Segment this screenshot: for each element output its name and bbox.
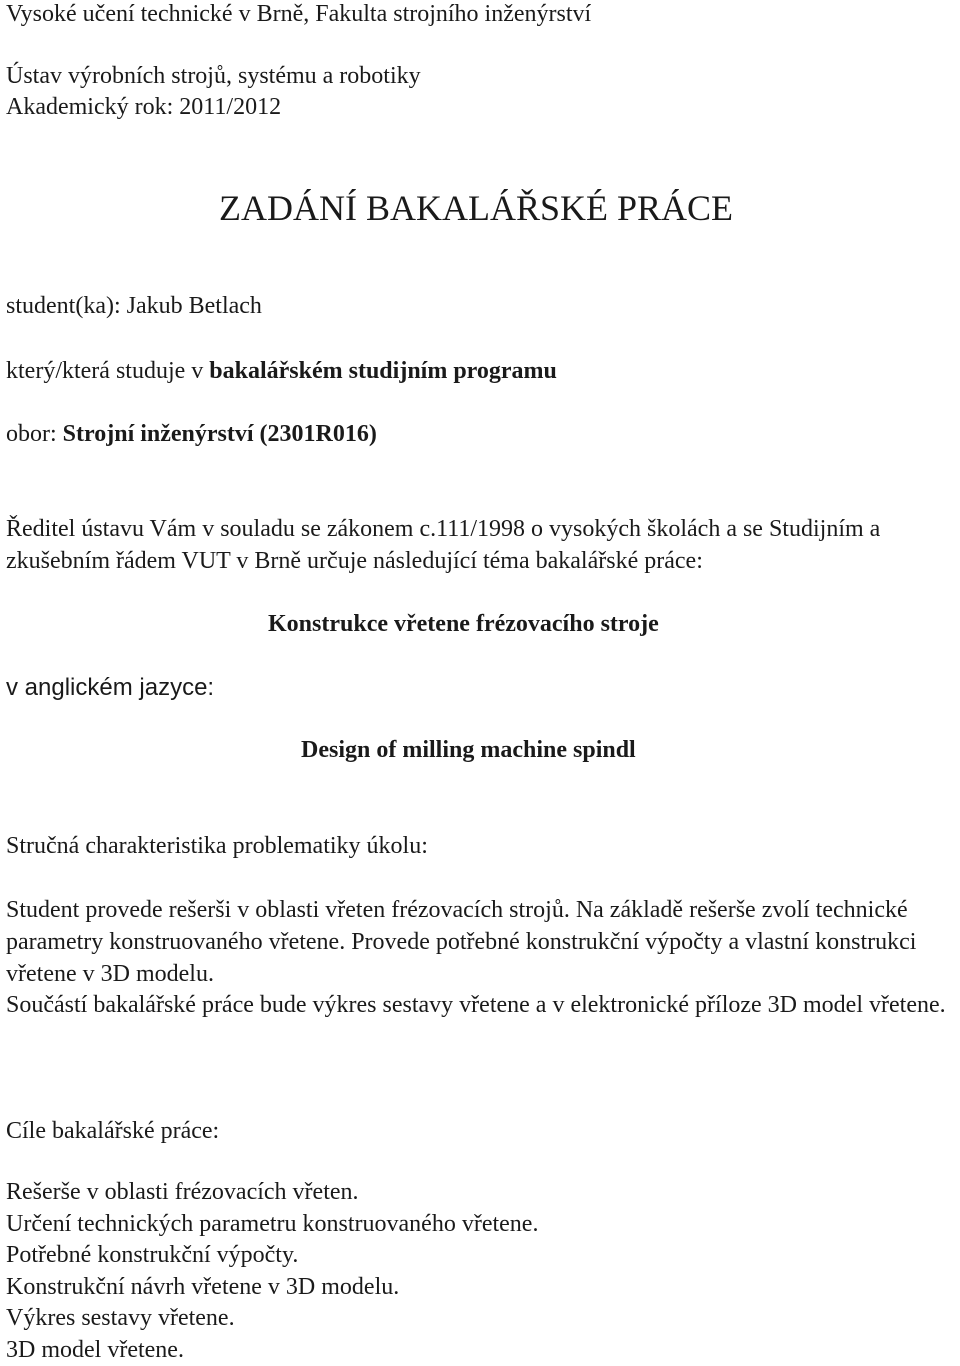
goal-item: Potřebné konstrukční výpočty. xyxy=(6,1240,538,1272)
institute-line: Ústav výrobních strojů, systému a robotiky xyxy=(6,62,421,90)
student-line xyxy=(6,292,262,320)
student-label: student(ka): xyxy=(6,293,127,319)
student-name: Jakub Betlach xyxy=(127,293,262,319)
program-name: bakalářském studijním programu xyxy=(209,358,557,384)
goal-item: Konstrukční návrh vřetene v 3D modelu. xyxy=(6,1272,538,1304)
goal-item: Rešerše v oblasti frézovacích vřeten. xyxy=(6,1177,538,1209)
program-prefix: který/která studuje v xyxy=(6,358,209,384)
brief-paragraph-2: Součástí bakalářské práce bude výkres sestavy vřetene a v elektronické příloze 3D model vřetene. xyxy=(6,989,956,1021)
field-name: Strojní inženýrství (2301R016) xyxy=(63,421,377,447)
brief-heading: Stručná charakteristika problematiky úkolu: xyxy=(6,832,428,860)
field-line xyxy=(6,420,377,448)
academic-year-line: Akademický rok: 2011/2012 xyxy=(6,93,281,121)
brief-paragraph-1: Student provede rešerši v oblasti vřeten frézovacích strojů. Na základě rešerše zvolí technické parametry konstruovaného vřetene. Provede potřebné konstrukční výpočty a vlastní konstrukci vřetene v 3D modelu. xyxy=(6,894,956,990)
goal-item: Určení technických parametru konstruovaného vřetene. xyxy=(6,1209,538,1241)
goal-item: Výkres sestavy vřetene. xyxy=(6,1303,538,1335)
goals-list xyxy=(6,1177,538,1366)
field-prefix: obor: xyxy=(6,421,63,447)
intro-paragraph: Ředitel ústavu Vám v souladu se zákonem c.111/1998 o vysokých školách a se Studijním a zkušebním řádem VUT v Brně určuje následující téma bakalářské práce: xyxy=(6,513,956,577)
program-line xyxy=(6,357,557,385)
goals-heading: Cíle bakalářské práce: xyxy=(6,1117,219,1145)
topic-czech: Konstrukce vřetene frézovacího stroje xyxy=(268,610,659,638)
goal-item: 3D model vřetene. xyxy=(6,1335,538,1366)
topic-english: Design of milling machine spindl xyxy=(301,736,636,764)
page-title: ZADÁNÍ BAKALÁŘSKÉ PRÁCE xyxy=(219,187,733,229)
university-line: Vysoké učení technické v Brně, Fakulta strojního inženýrství xyxy=(6,0,591,28)
english-label: v anglickém jazyce: xyxy=(6,674,214,702)
